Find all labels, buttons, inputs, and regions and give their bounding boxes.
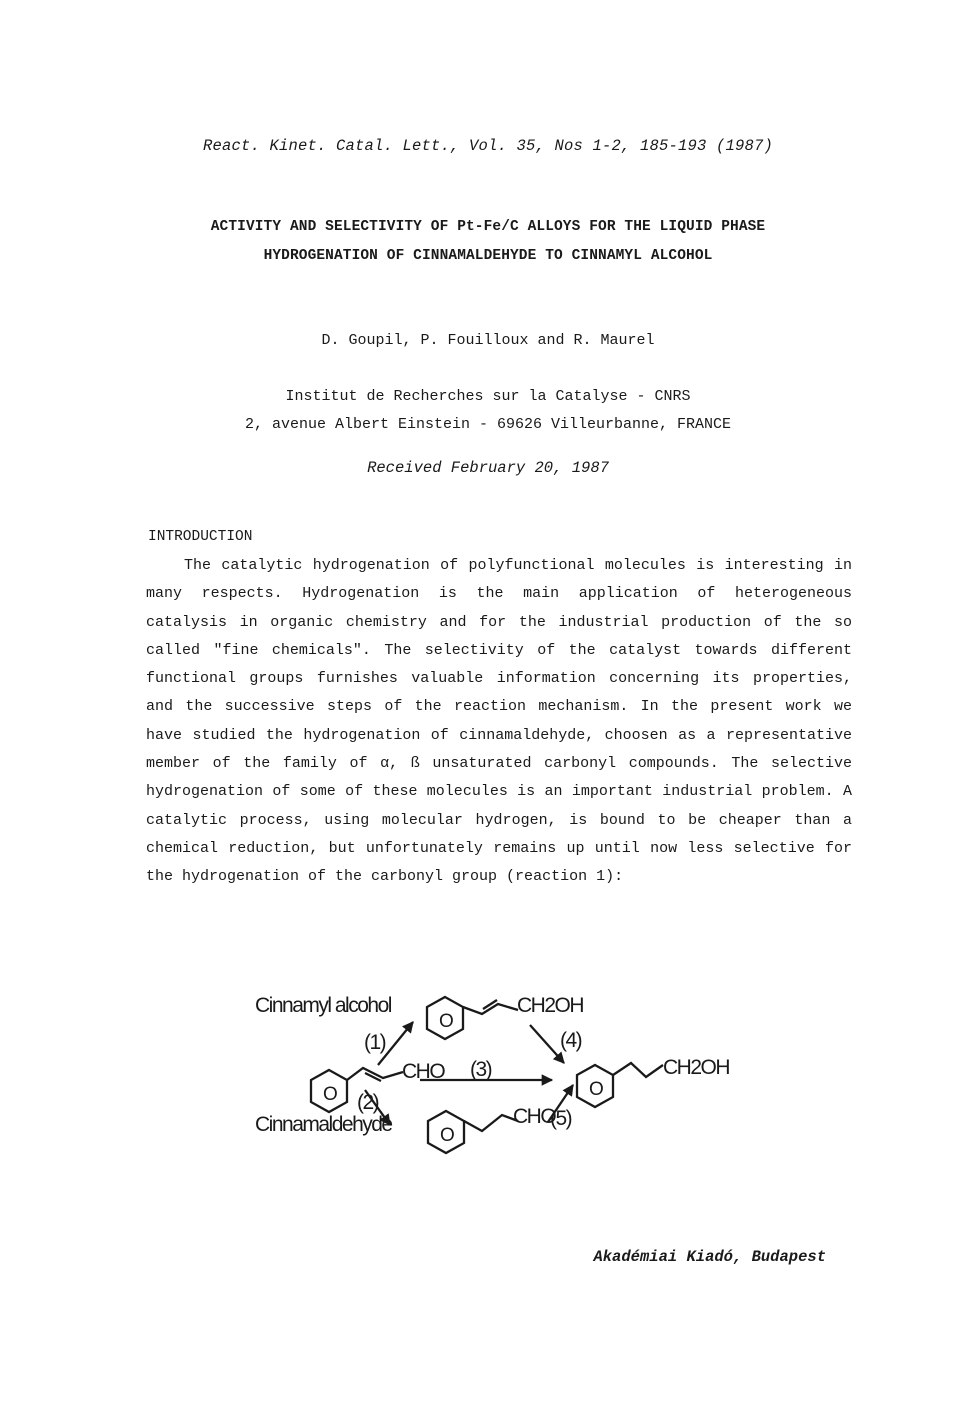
received-date: Received February 20, 1987	[367, 459, 609, 477]
step-1-label: (1)	[364, 1031, 386, 1054]
ch2oh-right: CH2OH	[663, 1056, 730, 1079]
reaction-scheme	[250, 985, 750, 1175]
section-heading-introduction: INTRODUCTION	[148, 529, 253, 545]
paper-title-line-1: ACTIVITY AND SELECTIVITY OF Pt-Fe/C ALLOYS FOR THE LIQUID PHASE	[210, 219, 766, 235]
svg-text:O: O	[323, 1084, 338, 1105]
ch2oh-top: CH2OH	[517, 994, 584, 1017]
affiliation-address: 2, avenue Albert Einstein - 69626 Villeurbanne, FRANCE	[244, 416, 732, 433]
cinnamyl-alcohol-label: Cinnamyl alcohol	[255, 994, 391, 1017]
step-2-label: (2)	[357, 1091, 379, 1114]
step-4-label: (4)	[560, 1029, 582, 1052]
cho-bottom: CHO	[513, 1105, 556, 1128]
hydrocinnamaldehyde-structure	[428, 1105, 556, 1153]
journal-citation: React. Kinet. Catal. Lett., Vol. 35, Nos 1-2, 185-193 (1987)	[202, 137, 774, 155]
step-5-label: (5)	[550, 1107, 572, 1130]
authors: D. Goupil, P. Fouilloux and R. Maurel	[321, 332, 655, 349]
paper-title-line-2: HYDROGENATION OF CINNAMALDEHYDE TO CINNAMYL ALCOHOL	[263, 248, 713, 264]
svg-text:O: O	[439, 1011, 454, 1032]
introduction-paragraph: The catalytic hydrogenation of polyfunctional molecules is interesting in many respects. Hydrogenation is the main application of heterogeneous catalysis in organic chemistry and for the industrial production of the so called "fine chemicals". The selectivity of the catalyst towards different functional groups furnishes valuable information concerning its properties, and the successive steps of the reaction mechanism. In the present work we have studied the hydrogenation of cinnamaldehyde, choosen as a representative member of the family of α, ß unsaturated carbonyl compounds. The selective hydrogenation of some of these molecules is an important industrial problem. A catalytic process, using molecular hydrogen, is bound to be cheaper than a chemical reduction, but unfortunately remains up until now less selective for the hydrogenation of the carbonyl group (reaction 1):	[146, 557, 852, 886]
affiliation-institute: Institut de Recherches sur la Catalyse - CNRS	[285, 388, 691, 405]
step-3-label: (3)	[470, 1058, 492, 1081]
arrow-step-4	[530, 1025, 564, 1063]
cinnamaldehyde-label: Cinnamaldehyde	[255, 1113, 392, 1136]
cho-left: CHO	[402, 1060, 445, 1083]
hydrocinnamyl-alcohol-structure	[577, 1056, 729, 1107]
svg-text:O: O	[589, 1079, 604, 1100]
svg-text:O: O	[440, 1125, 455, 1146]
publisher-imprint: Akadémiai Kiadó, Budapest	[593, 1248, 826, 1266]
